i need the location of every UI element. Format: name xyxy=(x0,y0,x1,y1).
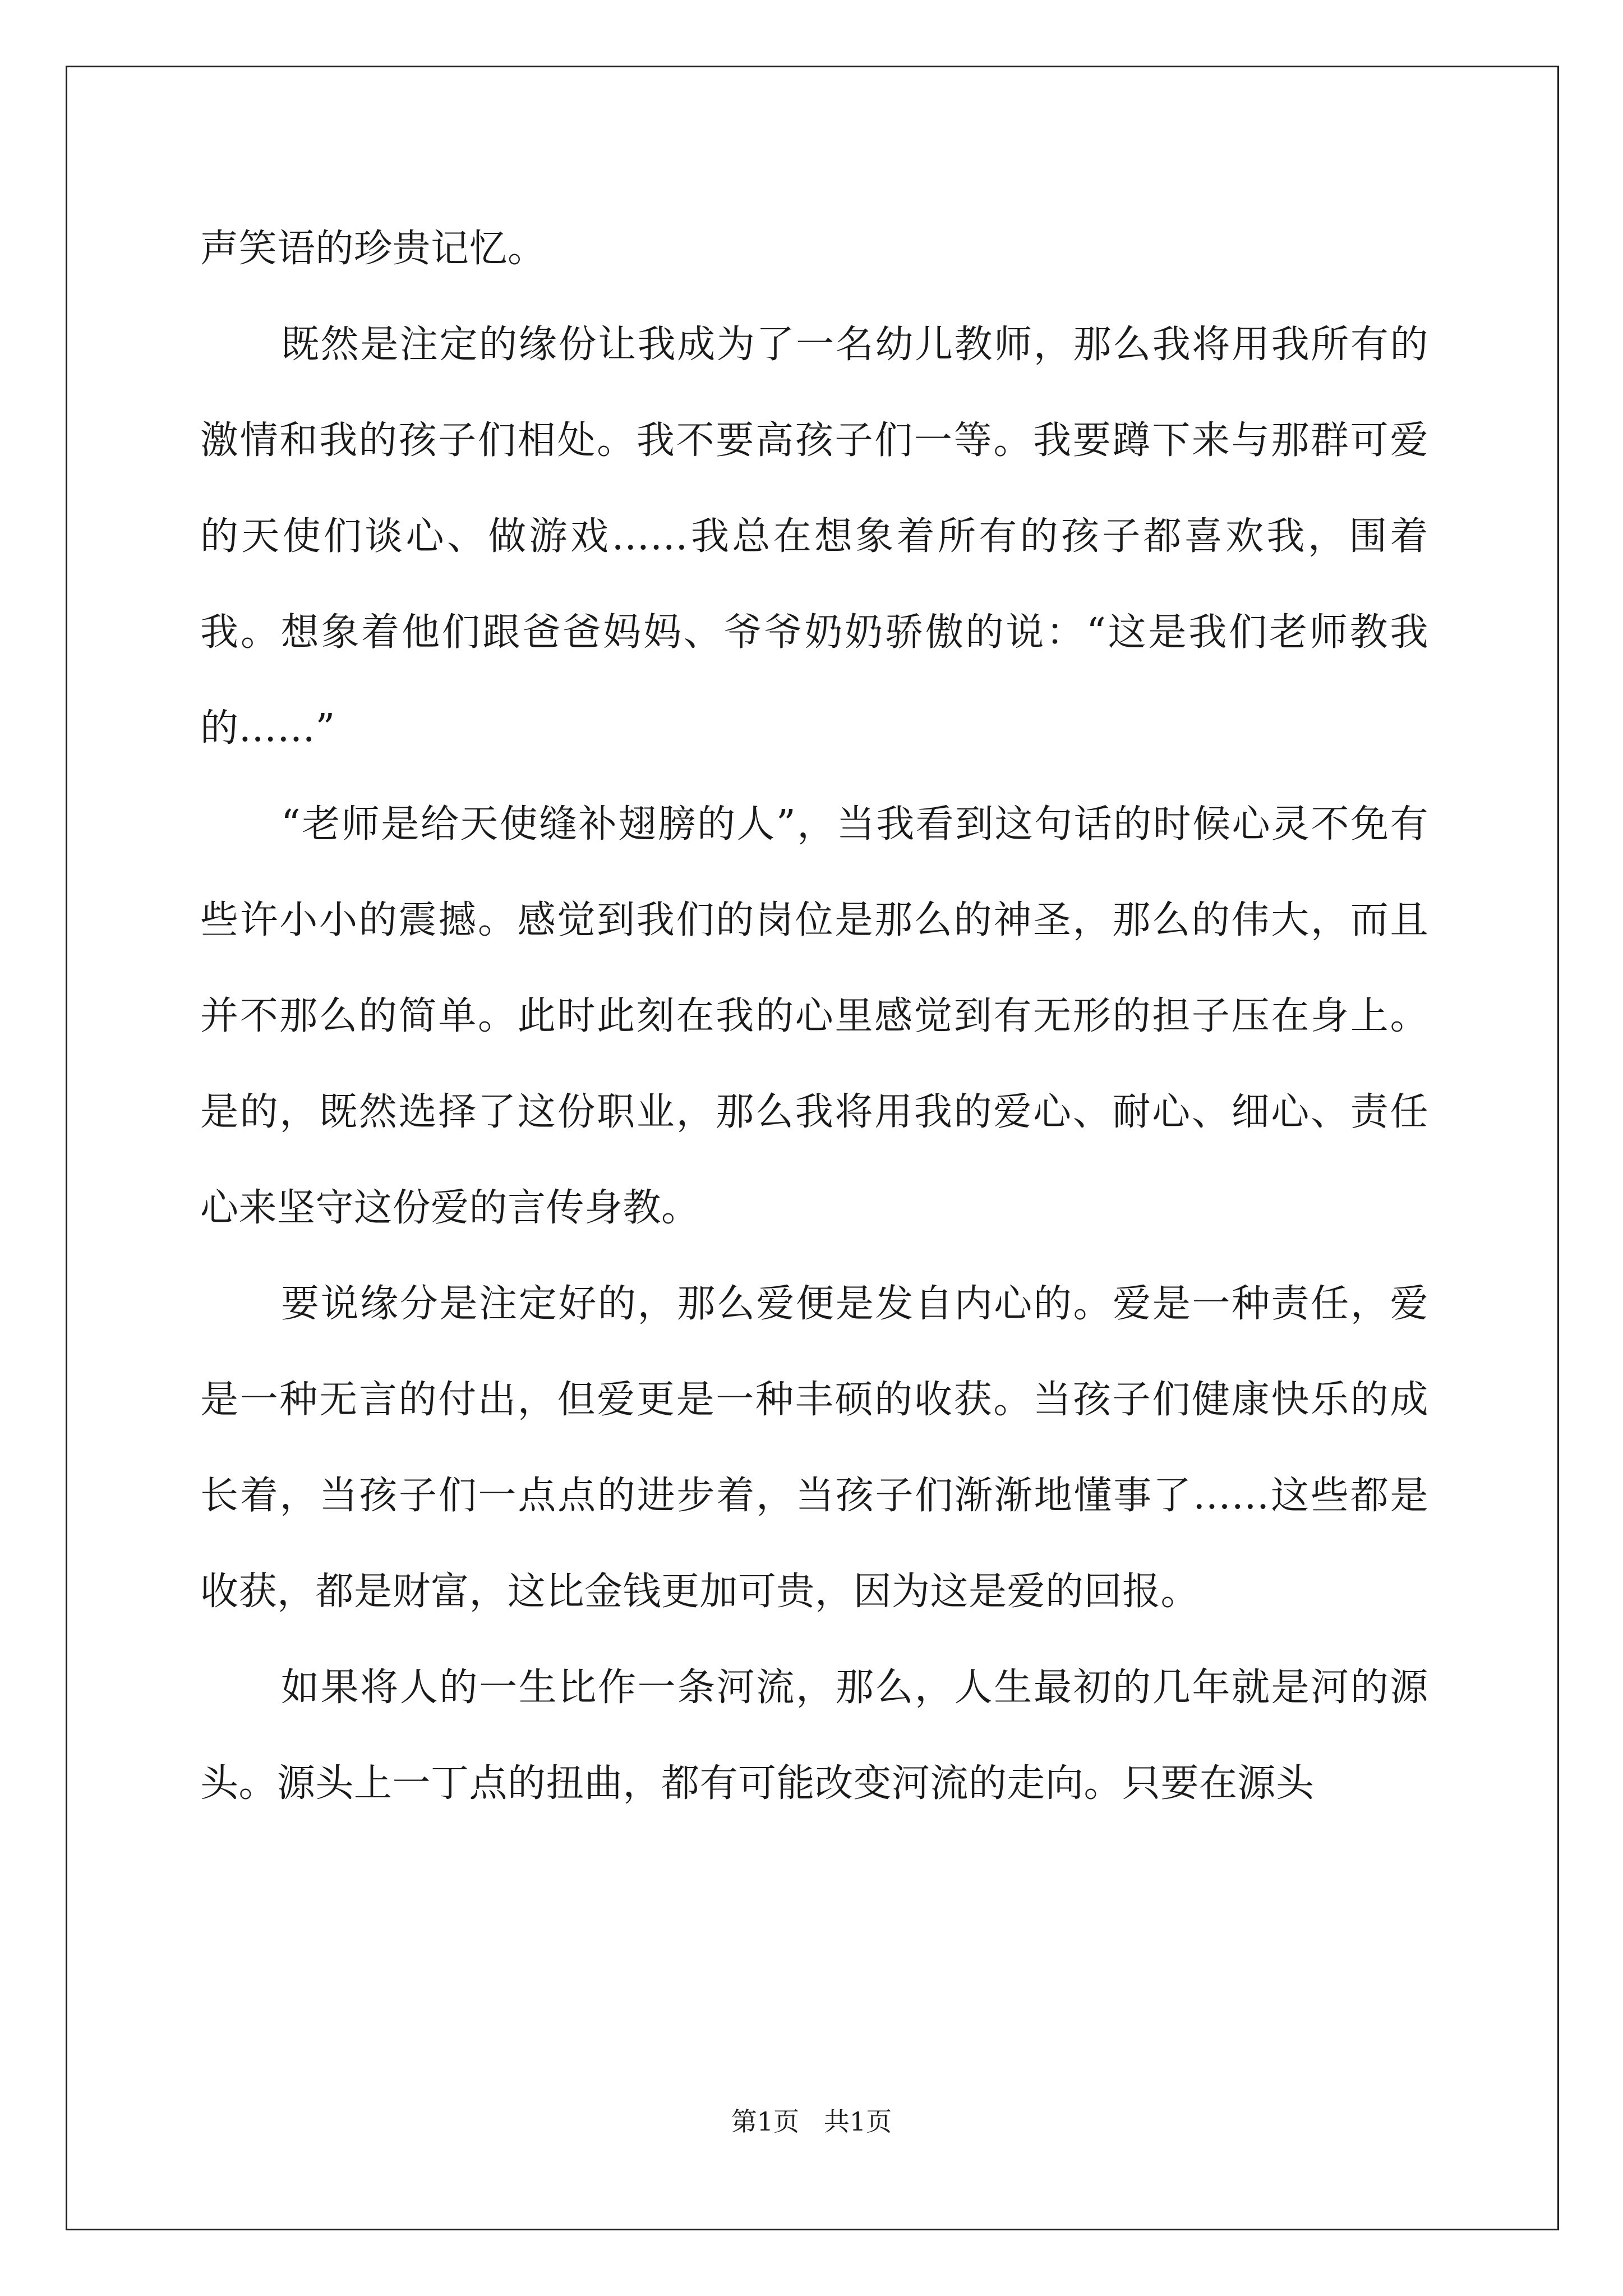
paragraph-4: 要说缘分是注定好的，那么爱便是发自内心的。爱是一种责任，爱是一种无言的付出，但爱更是一种丰硕的收获。当孩子们健康快乐的成长着，当孩子们一点点的进步着，当孩子们渐渐地懂事了……这些都是收获，都是财富，这比金钱更加可贵，因为这是爱的回报。 xyxy=(200,1282,1428,1614)
document-body xyxy=(200,201,1428,1832)
paragraph-5: 如果将人的一生比作一条河流，那么，人生最初的几年就是河的源头。源头上一丁点的扭曲，都有可能改变河流的走向。只要在源头 xyxy=(200,1665,1428,1806)
paragraph-2: 既然是注定的缘份让我成为了一名幼儿教师，那么我将用我所有的激情和我的孩子们相处。我不要高孩子们一等。我要蹲下来与那群可爱的天使们谈心、做游戏……我总在想象着所有的孩子都喜欢我，围着我。想象着他们跟爸爸妈妈、爷爷奶奶骄傲的说：“这是我们老师教我的……” xyxy=(200,323,1428,751)
page-footer: 第1页 共1页 xyxy=(731,2106,892,2137)
paragraph-3: “老师是给天使缝补翅膀的人”，当我看到这句话的时候心灵不免有些许小小的震撼。感觉到我们的岗位是那么的神圣，那么的伟大，而且并不那么的简单。此时此刻在我的心里感觉到有无形的担子压在身上。是的，既然选择了这份职业，那么我将用我的爱心、耐心、细心、责任心来坚守这份爱的言传身教。 xyxy=(200,802,1428,1230)
paragraph-1: 声笑语的珍贵记忆。 xyxy=(200,227,546,271)
